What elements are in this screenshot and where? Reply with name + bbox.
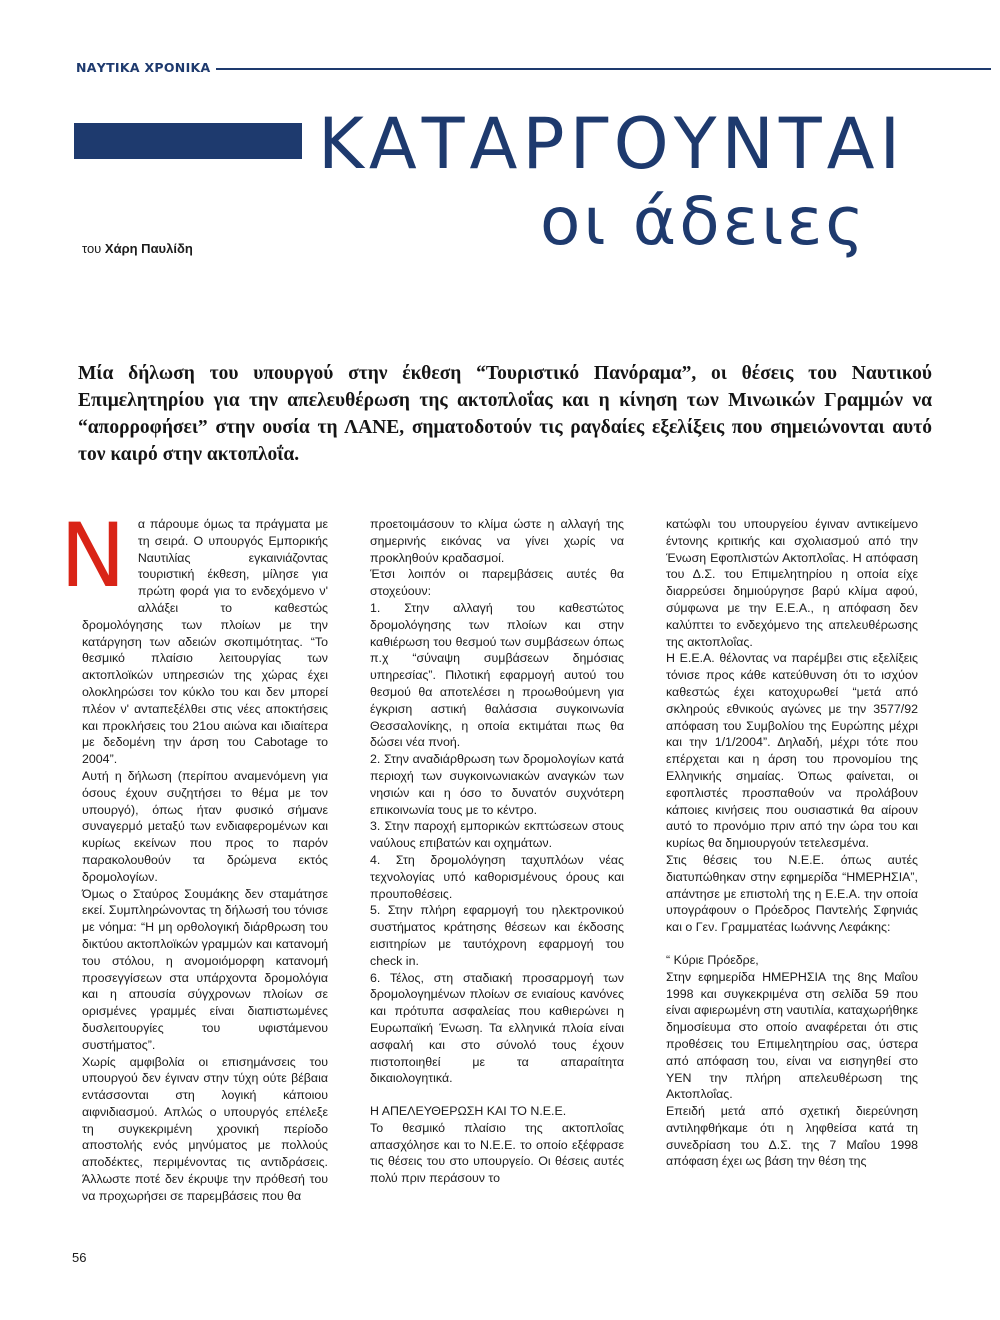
byline-prefix: του [82, 241, 102, 256]
column-1 [60, 504, 328, 1205]
paragraph: Στις θέσεις του Ν.Ε.Ε. όπως αυτές διατυπώθηκαν στην εφημερίδα “ΗΜΕΡΗΣΙΑ”, απάντησε με επιστολή της η Ε.Ε.Α. την οποία υπογράφουν ο Πρόεδρος Παντελής Σφηνιάς και ο Γεν. Γραμματέας Ιωάννης Λεφάκης: [666, 852, 918, 935]
column-2 [370, 516, 624, 1187]
paragraph: Επειδή μετά από σχετική διερεύνηση αντιληφθήκαμε ότι η ληφθείσα κατά τη συνεδρίαση του Δ.Σ. της 7 Μαΐου 1998 απόφαση έχει ως βάση την θέση της [666, 1104, 918, 1169]
lead-paragraph: Μία δήλωση του υπουργού στην έκθεση “Τουριστικό Πανόραμα”, οι θέσεις του Ναυτικού Επιμελητηρίου για την απελευθέρωση της ακτοπλοΐας και η κίνηση των Μινωικών Γραμμών να “απορροφήσει” στην ουσία τη ΛΑΝΕ, σηματοδοτούν τις ραγδαίες εξελίξεις που σημειώνονται αυτό τον καιρό στην ακτοπλοΐα. [78, 363, 932, 465]
list-item: 2. Στην αναδιάρθρωση των δρομολογίων κατά περιοχή των συγκοινωνιακών αναγκών των νησιών και η όσο το δυνατόν συχνότερη επικοινωνία τους με το κέντρο. [370, 752, 624, 817]
section-label: ΝΑΥΤΙΚΑ ΧΡΟΝΙΚΑ [76, 60, 211, 75]
list-item: 5. Στην πλήρη εφαρμογή του ηλεκτρονικού συστήματος κράτησης θέσεων και έκδοσης εισιτηρίων με ταυτόχρονη εφαρμογή του check in. [370, 903, 624, 968]
list-item: 6. Τέλος, στη σταδιακή προσαρμογή των δρομολογημένων πλοίων σε ενιαίους κανόνες και πρότυπα ασφαλείας που καθιερώνει η Ευρωπαϊκή Ένωση. Τα ελληνικά πλοία είναι ασφαλή και στο σύνολό τους έχουν πιστοποιηθεί με τα απαραίτητα δικαιολογητικά. [370, 970, 624, 1086]
paragraph: Όμως ο Σταύρος Σουμάκης δεν σταμάτησε εκεί. Συμπληρώνοντας τη δήλωσή του τόνισε με νόημα: “Η μη ορθολογική διάρθρωση του δικτύου ακτοπλοϊκών γραμμών και κατανομή του στόλου, η ανομοιόμορφη κατανομή προσεγγίσεων στα υπάρχοντα δρομολόγια και η απουσία σύγχρονων πλοίων σε ορισμένες γραμμές είναι διαπιστωμένες δυσλειτουργίες του υφιστάμενου συστήματος”. [82, 886, 328, 1052]
paragraph [60, 504, 328, 768]
list-item: 3. Στην παροχή εμπορικών εκπτώσεων στους ναύλους επιβατών και οχημάτων. [370, 819, 624, 851]
paragraph: Έτσι λοιπόν οι παρεμβάσεις αυτές θα στοχεύουν: [370, 567, 624, 599]
letter-salutation: “ Κύριε Πρόεδρε, [666, 952, 759, 967]
list-item: 4. Στη δρομολόγηση ταχυπλόων νέας τεχνολογίας υπό καθορισμένους όρους και προυποθέσεις. [370, 852, 624, 901]
paragraph: προετοιμάσουν το κλίμα ώστε η αλλαγή της σημερινής εικόνας να γίνει χωρίς να προκληθούν κραδασμοί. [370, 517, 624, 565]
page-number: 56 [72, 1250, 87, 1265]
paragraph: Στην εφημερίδα ΗΜΕΡΗΣΙΑ της 8ης Μαΐου 1998 και συγκεκριμένα στη σελίδα 59 που είναι αφιερωμένη στη ναυτιλία, καταχωρήθηκε δημοσίευμα στο οποίο αναφέρεται ότι στις προθέσεις του Επιμελητηρίου σας, ύστερα από απόφαση του, είναι να εισηγηθεί στο ΥΕΝ την πλήρη απελευθέρωση της Ακτοπλοΐας. [666, 969, 918, 1102]
paragraph: κατώφλι του υπουργείου έγιναν αντικείμενο έντονης κριτικής και σχολιασμού από την Ένωση Εφοπλιστών Ακτοπλοΐας. Η απόφαση του Δ.Σ. του Επιμελητηρίου η οποία είχε διαρρεύσει δημιούργησε βαρύ κλίμα αφού, σύμφωνα με την Ε.Ε.Α., η απόφαση δεν καλύπτει το ενδεχόμενο της απελευθέρωσης της ακτοπλοΐας. [666, 517, 918, 649]
spacer [370, 1087, 624, 1103]
subheading: Η ΑΠΕΛΕΥΘΕΡΩΣΗ ΚΑΙ ΤΟ Ν.Ε.Ε. [370, 1104, 567, 1119]
drop-cap: Ν [60, 504, 126, 607]
paragraph: Χωρίς αμφιβολία οι επισημάνσεις του υπουργού δεν έγιναν στην τύχη ούτε βέβαια εντάσσονται στη λογική κάποιου αιφνιδιασμού. Απλώς ο υπουργός επέλεξε τη συγκεκριμένη χρονική περίοδο αποστολής ενός μηνύματος με πολλούς αποδέκτες, περιμένοντας τις αντιδράσεις. Άλλωστε ποτέ δεν έκρυψε την πρόθεσή του να προχωρήσει σε παρεμβάσεις που θα [82, 1054, 328, 1203]
header-rule [216, 68, 991, 70]
author-name: Χάρη Παυλίδη [104, 241, 193, 256]
list-item: 1. Στην αλλαγή του καθεστώτος δρομολόγησης των πλοίων και στην καθιέρωση του θεσμού των συμβάσεων όπως π.χ “σύναψη συμβάσεων δημόσιας υπηρεσίας”. Πιλοτική εφαρμογή αυτού του θεσμού θα αποτελέσει η προωθούμενη για έγκριση αστική θαλάσσια συγκοινωνία Θεσσαλονίκης, η οποία εκτιμάται πως θα δώσει νέα πνοή. [370, 600, 624, 750]
paragraph: Το θεσμικό πλαίσιο της ακτοπλοΐας απασχόλησε και το Ν.Ε.Ε. το οποίο εξέφρασε τις θέσεις του στο υπουργείο. Οι θέσεις αυτές πολύ πριν περάσουν το [370, 1120, 624, 1186]
paragraph: Αυτή η δήλωση (περίπου αναμενόμενη για όσους έχουν συζητήσει το θέμα με τον υπουργό), όπως ήταν φυσικό σήμανε συναγερμό μεταξύ των ενδιαφερομένων και κυρίως εκείνων που προς το παρόν παρακολουθούν τα δρώμενα εκτός δρομολογίων. [82, 768, 328, 884]
spacer [666, 936, 918, 952]
paragraph-text: α πάρουμε όμως τα πράγματα με τη σειρά. Ο υπουργός Εμπορικής Ναυτιλίας εγκαινιάζοντας τουριστική έκθεση, μίλησε για πρώτη φορά για το ενδεχόμενο ν' αλλάξει το καθεστώς δρομολόγησης των πλοίων με την κατάργηση των αδειών σκοπιμότητας. “Το θεσμικό πλαίσιο λειτουργίας των ακτοπλοϊκών υπηρεσιών της χώρας έχει ολοκληρώσει τον κύκλο του και δεν μπορεί πλέον ν' ανταπεξέλθει στις νέες αποκτήσεις και προκλήσεις του 21ου αιώνα και ιδιαίτερα με δεδομένη την άρση του Cabotage το 2004”. [82, 517, 328, 767]
article-title-line2: οι άδειες [540, 183, 867, 260]
column-3 [666, 516, 918, 1170]
paragraph: Η Ε.Ε.Α. θέλοντας να παρέμβει στις εξελίξεις τόνισε προς κάθε κατεύθυνση ότι το ισχύον καθεστώς έχει κατοχυρωθεί “μετά από σκληρούς εθνικούς αγώνες με την 3577/92 απόφαση του Συμβολίου της Ευρώπης μέχρι και την 1/1/2004”. Δηλαδή, μέχρι τότε που επέρχεται και η άρση του προνομίου της Ελληνικής σημαίας. Όπως φαίνεται, οι εφοπλιστές προσπαθούν να προλάβουν κάποιες κινήσεις που ουσιαστικά θα αίρουν αυτό το προνόμιο πριν από την ώρα του και κυρίως θα δημιουργούν τετελεσμένα. [666, 651, 918, 851]
title-bar [74, 123, 302, 159]
article-title-line1: ΚΑΤΑΡΓΟΥΝΤΑΙ [318, 103, 906, 185]
byline [82, 241, 193, 256]
